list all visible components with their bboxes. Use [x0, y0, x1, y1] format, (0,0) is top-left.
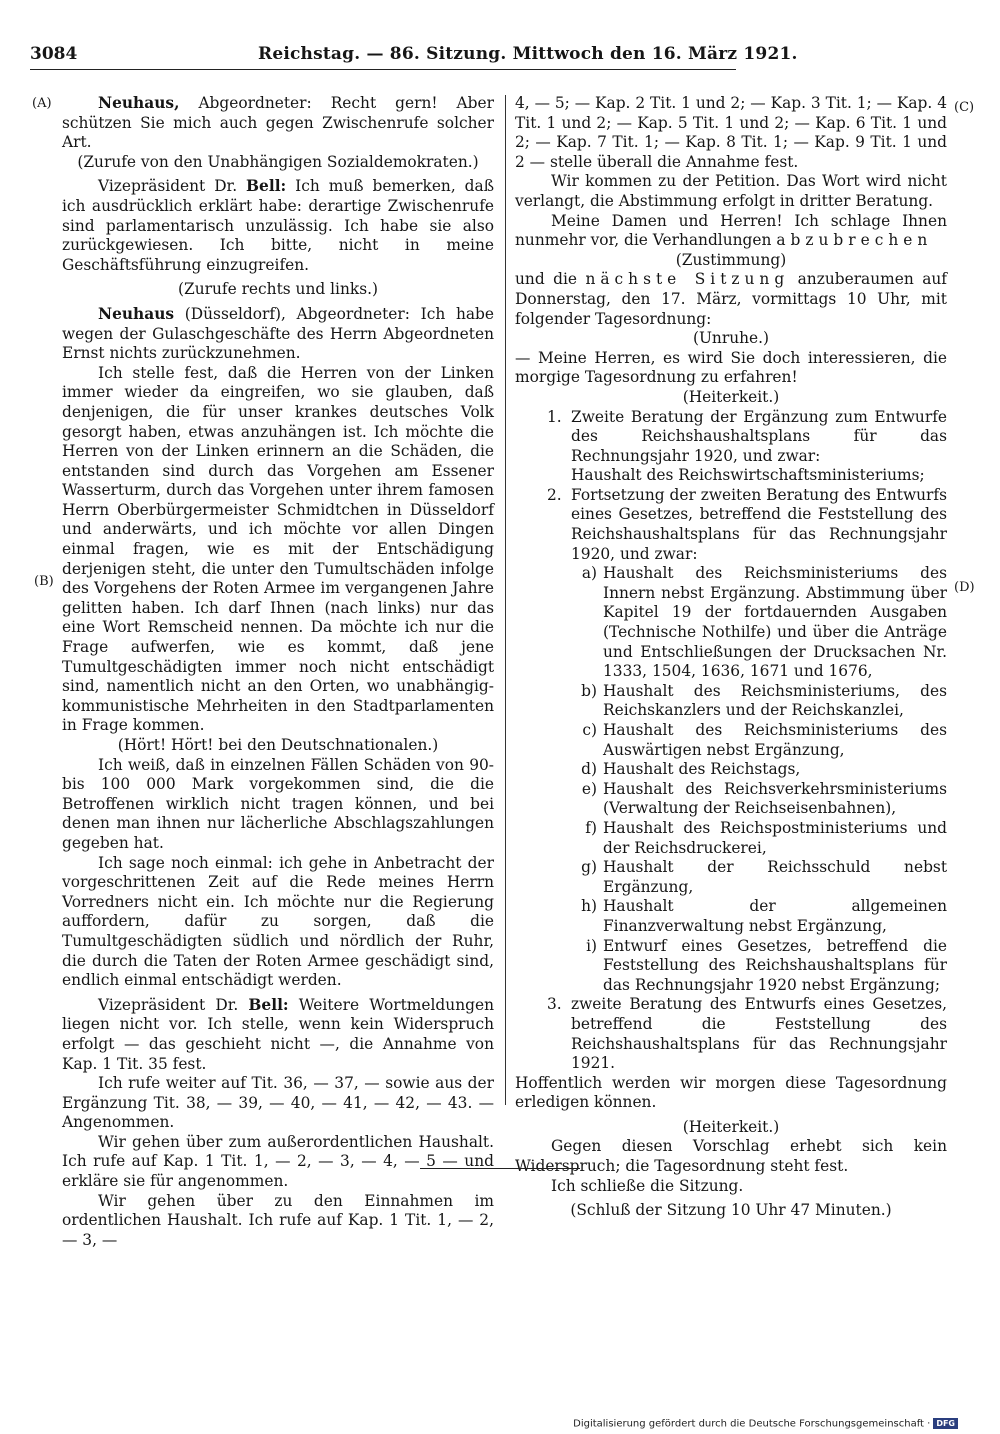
margin-letter-d: (D)	[954, 580, 975, 595]
speaker-name: Neuhaus,	[98, 94, 180, 112]
agenda-list	[515, 408, 947, 1074]
footer-credit: Digitalisierung gefördert durch die Deutsche Forschungsgemeinschaft · DFG	[573, 1418, 958, 1430]
end-rule	[420, 1168, 580, 1169]
left-column	[62, 94, 494, 1250]
paragraph: Hoffentlich werden wir morgen diese Tagesordnung erledigen können.	[515, 1073, 947, 1112]
paragraph: Vizepräsident Dr. Bell: Ich muß bemerken, daß ich ausdrücklich erklärt habe: derartige Zwischenrufe sind parlamentarisch unzulässig. Ich habe sie also zurückgewiesen. Ich bitte, nicht in meine Geschäftsführung einzugreifen.	[62, 177, 494, 274]
paragraph: Ich stelle fest, daß die Herren von der Linken immer wieder da eingreifen, wo sie glauben, daß denjenigen, die für unser krankes deutsches Volk gesorgt haben, etwas anzuhängen ist. Ich möchte die Herren von der Linken erinnern an die Schäden, die entstanden sind durch das Vorgehen am Essener Wasserturm, durch das Vorgehen unter ihrem famosen Herrn Oberbürgermeister Schmidtchen in Düsseldorf und anderwärts, und ich möchte vor allen Dingen einmal fragen, wie es mit der Entschädigung derjenigen steht, die unter den Tumultschäden infolge des Vorgehens der Roten Armee im vergangenen Jahre gelitten haben. Ich darf Ihnen (nach links) nur das eine Wort Remscheid nennen. Da möchte ich nur die Frage aufwerfen, wie es kommt, daß jene Tumultgeschädigten immer noch nicht entschädigt sind, namentlich nicht an den Orten, wo unabhängig-kommunistische Mehrheiten in den Stadtparlamenten in Frage kommen.	[62, 363, 494, 735]
agenda-subitem: i) Entwurf eines Gesetzes, betreffend die Feststellung des Reichshaushaltsplans für das Rechnungsjahr 1920 nebst Ergänzung;	[586, 936, 947, 994]
paragraph: Ich weiß, daß in einzelnen Fällen Schäden von 90- bis 100 000 Mark vorgekommen sind, die die Betroffenen wirklich nicht tragen können, und bei denen man ihnen nur lächerliche Abschlagszahlungen gegeben hat.	[62, 755, 494, 852]
right-column	[515, 94, 947, 1221]
interjection: (Zurufe rechts und links.)	[178, 280, 378, 299]
interjection: (Zustimmung)	[675, 250, 787, 269]
agenda-subitem: e) Haushalt des Reichsverkehrsministeriums (Verwaltung der Reichseisenbahnen),	[581, 779, 947, 818]
interjection: (Heiterkeit.)	[682, 387, 780, 406]
paragraph: Wir gehen über zum außerordentlichen Haushalt. Ich rufe auf Kap. 1 Tit. 1, — 2, — 3, — 4, — 5 — und erkläre sie für angenommen.	[62, 1132, 494, 1191]
agenda-subitem: g) Haushalt der Reichsschuld nebst Ergänzung,	[581, 858, 947, 896]
agenda-subitem: f) Haushalt des Reichspostministeriums und der Reichsdruckerei,	[585, 818, 947, 857]
interjection: (Heiterkeit.)	[682, 1117, 780, 1136]
paragraph: Wir kommen zu der Petition. Das Wort wird nicht verlangt, die Abstimmung erfolgt in dritter Beratung.	[515, 172, 947, 210]
paragraph: — Meine Herren, es wird Sie doch interessieren, die morgige Tagesordnung zu erfahren!	[515, 348, 947, 387]
paragraph: Ich rufe weiter auf Tit. 36, — 37, — sowie aus der Ergänzung Tit. 38, — 39, — 40, — 41, — 42, — 43. — Angenommen.	[62, 1074, 494, 1132]
paragraph: Neuhaus, Abgeordneter: Recht gern! Aber schützen Sie mich auch gegen Zwischenrufe solcher Art.	[62, 94, 494, 152]
interjection: (Hört! Hört! bei den Deutschnationalen.)	[117, 736, 439, 754]
agenda-subitem: b) Haushalt des Reichsministeriums, des Reichskanzlers und der Reichskanzlei,	[581, 681, 947, 720]
agenda-item: 1. Zweite Beratung der Ergänzung zum Entwurfe des Reichshaushaltsplans für das Rechnungsjahr 1920, und zwar:	[547, 407, 947, 465]
running-title: Reichstag. — 86. Sitzung. Mittwoch den 16. März 1921.	[258, 44, 798, 64]
interjection: (Unruhe.)	[692, 329, 770, 348]
margin-letter-b: (B)	[34, 574, 54, 589]
agenda-subitem: d) Haushalt des Reichstags,	[581, 760, 801, 779]
column-rule	[505, 95, 506, 1105]
page-header	[30, 44, 798, 70]
paragraph: Gegen diesen Vorschlag erhebt sich kein Widerspruch; die Tagesordnung steht fest.	[515, 1137, 947, 1176]
paragraph: Wir gehen über zu den Einnahmen im ordentlichen Haushalt. Ich rufe auf Kap. 1 Tit. 1, — 2, — 3, —	[62, 1191, 494, 1249]
header-rule	[30, 69, 736, 70]
paragraph: und die nächste Sitzung anzuberaumen auf Donnerstag, den 17. März, vormittags 10 Uhr, mit folgender Tagesordnung:	[515, 270, 947, 328]
paragraph: Neuhaus (Düsseldorf), Abgeordneter: Ich habe wegen der Gulaschgeschäfte des Herrn Abgeordneten Ernst nichts zurückzunehmen.	[62, 304, 494, 363]
speaker-name: Bell:	[248, 995, 289, 1014]
closing-note: (Schluß der Sitzung 10 Uhr 47 Minuten.)	[570, 1201, 892, 1220]
paragraph: Vizepräsident Dr. Bell: Weitere Wortmeldungen liegen nicht vor. Ich stelle, wenn kein Widerspruch erfolgt — das geschieht nicht —, die Annahme von Kap. 1 Tit. 35 fest.	[62, 995, 494, 1073]
paragraph: Ich schließe die Sitzung.	[551, 1176, 744, 1195]
interjection: (Zurufe von den Unabhängigen Sozialdemokraten.)	[77, 152, 479, 171]
paragraph: 4, — 5; — Kap. 2 Tit. 1 und 2; — Kap. 3 Tit. 1; — Kap. 4 Tit. 1 und 2; — Kap. 5 Tit. 1 und 2; — Kap. 6 Tit. 1 und 2; — Kap. 7 Tit. 1; — Kap. 8 Tit. 1; — Kap. 9 Tit. 1 und 2 — stelle überall die Annahme fest.	[515, 94, 947, 171]
dfg-logo: DFG	[933, 1418, 958, 1429]
agenda-item: 3. zweite Beratung des Entwurfs eines Gesetzes, betreffend die Feststellung des Reichshaushaltsplans für das Rechnungsjahr 1921.	[547, 995, 947, 1073]
agenda-subitem: h) Haushalt der allgemeinen Finanzverwaltung nebst Ergänzung,	[581, 897, 947, 935]
margin-letter-c: (C)	[954, 100, 975, 115]
agenda-subitem: c) Haushalt des Reichsministeriums des Auswärtigen nebst Ergänzung,	[582, 721, 947, 759]
agenda-subitem: a) Haushalt des Reichsministeriums des Innern nebst Ergänzung. Abstimmung über Kapitel 19 der fortdauernden Ausgaben (Technische Nothilfe) und über die Anträge und Entschließungen der Drucksachen Nr. 1333, 1504, 1636, 1671 und 1676,	[581, 564, 947, 681]
agenda-item: Haushalt des Reichswirtschaftsministeriums;	[571, 466, 925, 485]
margin-letter-a: (A)	[32, 96, 52, 111]
paragraph: Meine Damen und Herren! Ich schlage Ihnen nunmehr vor, die Verhandlungen abzubrechen	[515, 211, 947, 250]
agenda-item: 2. Fortsetzung der zweiten Beratung des Entwurfs eines Gesetzes, betreffend die Feststellung des Reichshaushaltsplans für das Rechnungsjahr 1920, und zwar:	[547, 485, 947, 563]
speaker-name: Bell:	[246, 177, 287, 196]
paragraph: Ich sage noch einmal: ich gehe in Anbetracht der vorgeschrittenen Zeit auf die Rede meines Herrn Vorredners nicht ein. Ich möchte nur die Regierung auffordern, dafür zu sorgen, daß die Tumultgeschädigten südlich und nördlich der Ruhr, die durch die Taten der Roten Armee geschädigt sind, endlich einmal entschädigt werden.	[62, 853, 494, 990]
speaker-name: Neuhaus	[98, 304, 175, 323]
page-number: 3084	[30, 44, 78, 64]
